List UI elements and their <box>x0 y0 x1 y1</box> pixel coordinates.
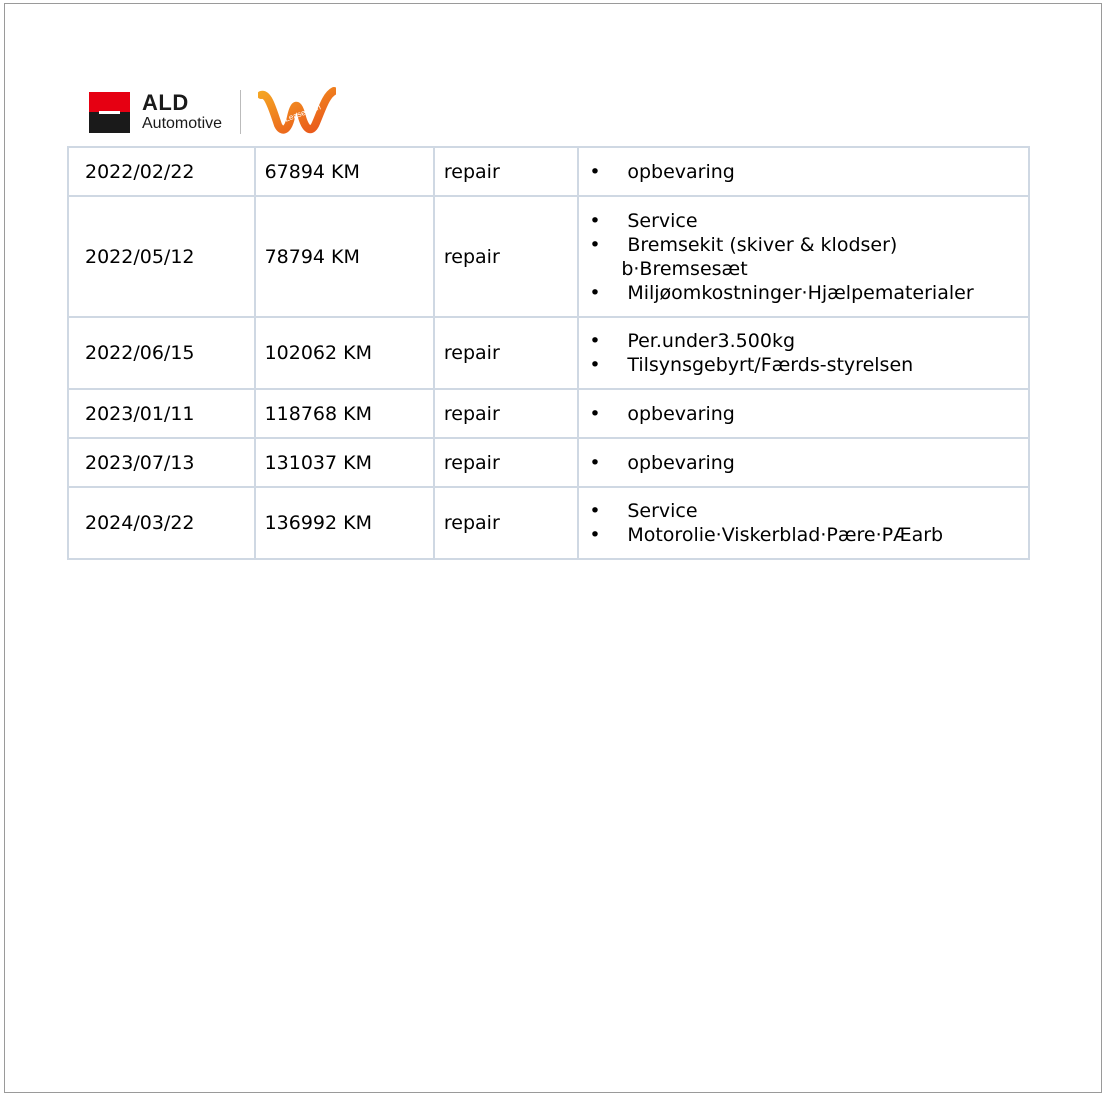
bullet-marker: • <box>589 233 601 256</box>
table-row <box>68 317 1029 389</box>
list-item <box>589 209 1022 233</box>
description-list <box>589 160 1022 184</box>
bullet-marker: • <box>589 281 601 304</box>
description-cell <box>578 487 1029 559</box>
type-cell: repair <box>434 487 578 559</box>
description-cell <box>578 147 1029 196</box>
list-item <box>589 353 1022 377</box>
header-logos <box>89 86 336 138</box>
date-cell: 2022/05/12 <box>68 196 255 317</box>
table-row <box>68 196 1029 317</box>
type-cell: repair <box>434 389 578 438</box>
list-item <box>589 257 1022 281</box>
bullet-marker: • <box>589 524 601 546</box>
date-cell: 2023/01/11 <box>68 389 255 438</box>
table-row <box>68 487 1029 559</box>
description-list <box>589 209 1022 305</box>
date-cell: 2023/07/13 <box>68 438 255 487</box>
ald-logo-line2: Automotive <box>142 115 223 132</box>
bullet-marker: • <box>589 330 601 352</box>
date-cell: 2024/03/22 <box>68 487 255 559</box>
date-cell: 2022/06/15 <box>68 317 255 389</box>
description-list <box>589 451 1022 475</box>
list-item <box>589 451 1022 475</box>
type-cell: repair <box>434 317 578 389</box>
description-list <box>589 499 1022 547</box>
list-item <box>589 499 1022 523</box>
bullet-marker: • <box>589 160 601 183</box>
list-item <box>589 329 1022 353</box>
list-item-text: Motorolie·Viskerblad·Pære·PÆarb <box>627 524 944 546</box>
mileage-cell: 67894 KM <box>255 147 434 196</box>
list-item <box>589 523 1022 547</box>
ald-logo-mark <box>89 92 130 133</box>
type-cell: repair <box>434 438 578 487</box>
table-row <box>68 147 1029 196</box>
type-cell: repair <box>434 196 578 317</box>
list-item-text: opbevaring <box>627 451 735 474</box>
list-item-text: Miljøomkostninger·Hjælpematerialer <box>627 281 974 304</box>
logo-divider <box>240 90 241 134</box>
leaseplan-logo-text: LeasePlan <box>283 102 323 124</box>
list-item-text: Service <box>627 209 698 232</box>
list-item-text: Per.under3.500kg <box>627 330 796 352</box>
list-item-text: opbevaring <box>627 402 735 425</box>
service-history-table <box>67 146 1030 560</box>
list-item <box>589 160 1022 184</box>
list-item-text: Tilsynsgebyrt/Færds-styrelsen <box>627 354 914 376</box>
bullet-marker: • <box>589 209 601 232</box>
list-item-text: b·Bremsesæt <box>621 257 748 280</box>
list-item-text: opbevaring <box>627 160 735 183</box>
date-cell: 2022/02/22 <box>68 147 255 196</box>
table-row <box>68 389 1029 438</box>
mileage-cell: 102062 KM <box>255 317 434 389</box>
description-list <box>589 329 1022 377</box>
description-cell <box>578 438 1029 487</box>
ald-logo-text <box>142 92 222 132</box>
mileage-cell: 118768 KM <box>255 389 434 438</box>
type-cell: repair <box>434 147 578 196</box>
description-cell <box>578 389 1029 438</box>
list-item <box>589 402 1022 426</box>
bullet-marker: • <box>589 451 601 474</box>
mileage-cell: 136992 KM <box>255 487 434 559</box>
bullet-marker: • <box>589 354 601 376</box>
description-cell <box>578 317 1029 389</box>
list-item-text: Service <box>627 500 698 522</box>
table-row <box>68 438 1029 487</box>
ald-logo-line1: ALD <box>142 90 189 115</box>
description-list <box>589 402 1022 426</box>
list-item <box>589 281 1022 305</box>
mileage-cell: 78794 KM <box>255 196 434 317</box>
list-item-text: Bremsekit (skiver & klodser) <box>627 233 898 256</box>
mileage-cell: 131037 KM <box>255 438 434 487</box>
bullet-marker: • <box>589 500 601 522</box>
list-item <box>589 233 1022 257</box>
bullet-marker: • <box>589 402 601 425</box>
leaseplan-logo <box>258 87 336 137</box>
description-cell <box>578 196 1029 317</box>
